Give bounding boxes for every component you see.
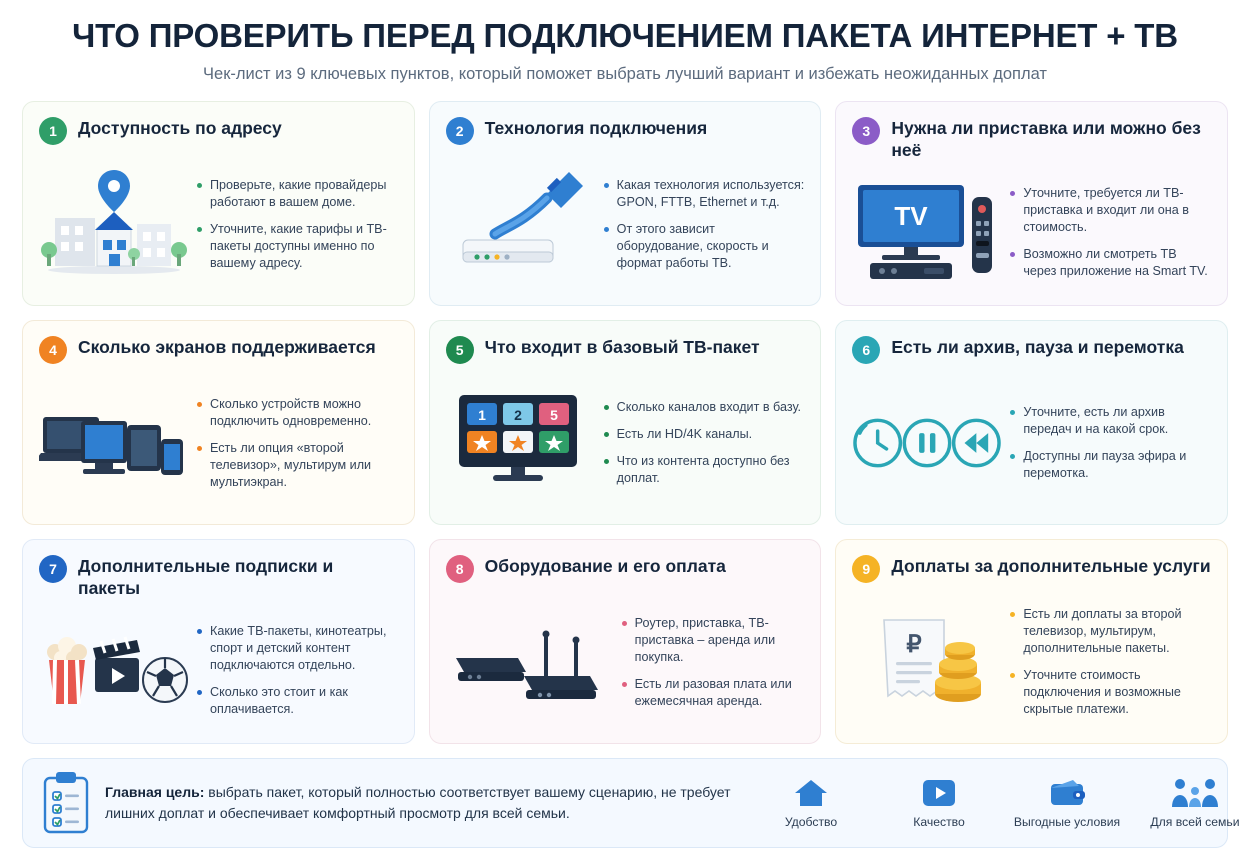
card-body xyxy=(446,374,805,512)
tv-channels-grid-icon xyxy=(446,389,596,497)
list-item: Уточните, требуется ли ТВ-приставка и входит ли она в стоимость. xyxy=(1010,185,1211,236)
card-number-badge: 9 xyxy=(852,555,880,583)
list-item: Сколько каналов входит в базу. xyxy=(604,399,805,416)
footer-feature-convenience xyxy=(747,778,875,829)
card-body xyxy=(39,374,398,512)
list-item: Есть ли разовая плата или ежемесячная аренда. xyxy=(622,676,805,710)
family-icon xyxy=(1131,778,1250,808)
invoice-with-coins-icon xyxy=(852,614,1002,710)
card-title: Есть ли архив, пауза и перемотка xyxy=(891,337,1184,357)
card-body xyxy=(852,593,1211,731)
multi-devices-icon xyxy=(39,391,189,495)
checklist-grid xyxy=(22,101,1228,744)
footer-goal xyxy=(41,772,731,834)
card-title: Дополнительные подписки и пакеты xyxy=(78,556,334,598)
footer-feature-family xyxy=(1131,778,1250,829)
cable-and-router-icon xyxy=(446,164,596,284)
archive-pause-rewind-icon xyxy=(852,403,1002,483)
card-title: Доплаты за дополнительные услуги xyxy=(891,556,1211,576)
footer-feature-label: Для всей семьи xyxy=(1150,814,1240,829)
home-icon xyxy=(747,778,875,808)
checklist-card-4 xyxy=(22,320,415,525)
list-item: Уточните, какие тарифы и ТВ-пакеты доступны именно по вашему адресу. xyxy=(197,221,398,272)
card-header xyxy=(446,334,805,364)
checklist-card-5 xyxy=(429,320,822,525)
card-title: Доступность по адресу xyxy=(78,118,282,138)
list-item: Уточните стоимость подключения и возможные скрытые платежи. xyxy=(1010,667,1211,718)
card-number-badge: 6 xyxy=(852,336,880,364)
card-title: Оборудование и его оплата xyxy=(484,556,726,576)
card-header xyxy=(852,553,1211,583)
list-item: Сколько устройств можно подключить одновременно. xyxy=(197,396,398,430)
router-and-settop-box-icon xyxy=(446,616,614,708)
checklist-card-1 xyxy=(22,101,415,306)
card-points xyxy=(197,396,398,491)
card-title: Технология подключения xyxy=(484,118,708,138)
checklist-card-9 xyxy=(835,539,1228,744)
list-item: Есть ли HD/4K каналы. xyxy=(604,426,805,443)
svg-text:2: 2 xyxy=(513,407,522,423)
card-points xyxy=(604,399,805,487)
card-number-badge: 4 xyxy=(39,336,67,364)
footer-feature-quality xyxy=(875,778,1003,829)
card-number-badge: 2 xyxy=(446,117,474,145)
card-points xyxy=(1010,606,1211,718)
card-header xyxy=(446,553,805,583)
header xyxy=(22,0,1228,84)
page-title: ЧТО ПРОВЕРИТЬ ПЕРЕД ПОДКЛЮЧЕНИЕМ ПАКЕТА ИНТЕРНЕТ + ТВ xyxy=(72,17,1178,54)
list-item: Доступны ли пауза эфира и перемотка. xyxy=(1010,448,1211,482)
list-item: Роутер, приставка, ТВ-приставка – аренда или покупка. xyxy=(622,615,805,666)
footer-goal-label: Главная цель: xyxy=(105,784,205,800)
list-item: Проверьте, какие провайдеры работают в вашем доме. xyxy=(197,177,398,211)
footer-feature-label: Качество xyxy=(913,814,965,829)
card-body xyxy=(446,593,805,731)
card-body xyxy=(446,155,805,293)
list-item: Есть ли опция «второй телевизор», мультирум или мультиэкран. xyxy=(197,440,398,491)
card-title: Нужна ли приставка или можно без неё xyxy=(891,118,1201,160)
list-item: Какие ТВ-пакеты, кинотеатры, спорт и детский контент подключаются отдельно. xyxy=(197,623,398,674)
list-item: От этого зависит оборудование, скорость и формат работы ТВ. xyxy=(604,221,805,272)
card-points xyxy=(622,615,805,710)
list-item: Возможно ли смотреть ТВ через приложение на Smart TV. xyxy=(1010,246,1211,280)
clipboard-checklist-icon xyxy=(41,772,91,834)
checklist-card-2 xyxy=(429,101,822,306)
footer-summary xyxy=(22,758,1240,848)
card-points xyxy=(1010,185,1211,280)
house-with-pin-icon xyxy=(39,166,189,282)
popcorn-clapper-ball-icon xyxy=(39,624,189,716)
checklist-card-6 xyxy=(835,320,1228,525)
card-body xyxy=(39,155,398,293)
svg-text:TV: TV xyxy=(894,201,928,231)
card-points xyxy=(197,623,398,718)
svg-text:₽: ₽ xyxy=(906,631,922,658)
footer-goal-body: выбрать пакет, который полностью соответствует вашему сценарию, не требует лишних доплат и обеспечивает комфортный просмотр для всей семьи. xyxy=(105,784,731,821)
play-button-icon xyxy=(875,778,1003,808)
svg-text:5: 5 xyxy=(549,407,558,423)
footer-features xyxy=(747,778,1250,829)
wallet-icon xyxy=(1003,778,1131,808)
card-header xyxy=(39,334,398,364)
card-number-badge: 5 xyxy=(446,336,474,364)
card-number-badge: 8 xyxy=(446,555,474,583)
footer-feature-terms xyxy=(1003,778,1131,829)
list-item: Уточните, есть ли архив передач и на какой срок. xyxy=(1010,404,1211,438)
card-header xyxy=(39,553,398,599)
tv-with-remote-icon xyxy=(852,177,1002,287)
card-points xyxy=(1010,404,1211,482)
card-number-badge: 3 xyxy=(852,117,880,145)
checklist-card-8 xyxy=(429,539,822,744)
card-header xyxy=(39,115,398,145)
card-points xyxy=(604,177,805,272)
page-subtitle: Чек-лист из 9 ключевых пунктов, который поможет выбрать лучший вариант и избежать неожиданных доплат xyxy=(203,65,1047,83)
svg-text:1: 1 xyxy=(477,407,486,423)
card-title: Что входит в базовый ТВ-пакет xyxy=(484,337,760,357)
footer-feature-label: Удобство xyxy=(784,814,838,829)
footer-feature-label: Выгодные условия xyxy=(1013,814,1121,829)
card-body xyxy=(852,171,1211,293)
checklist-card-3 xyxy=(835,101,1228,306)
card-points xyxy=(197,177,398,272)
list-item: Сколько это стоит и как оплачивается. xyxy=(197,684,398,718)
card-header xyxy=(446,115,805,145)
card-body xyxy=(39,609,398,731)
card-body xyxy=(852,374,1211,512)
card-header xyxy=(852,115,1211,161)
card-title: Сколько экранов поддерживается xyxy=(78,337,376,357)
list-item: Какая технология используется: GPON, FTTB, Ethernet и т.д. xyxy=(604,177,805,211)
card-number-badge: 7 xyxy=(39,555,67,583)
list-item: Есть ли доплаты за второй телевизор, мультирум, дополнительные пакеты. xyxy=(1010,606,1211,657)
footer-goal-text xyxy=(105,782,731,824)
card-number-badge: 1 xyxy=(39,117,67,145)
checklist-card-7 xyxy=(22,539,415,744)
list-item: Что из контента доступно без доплат. xyxy=(604,453,805,487)
card-header xyxy=(852,334,1211,364)
